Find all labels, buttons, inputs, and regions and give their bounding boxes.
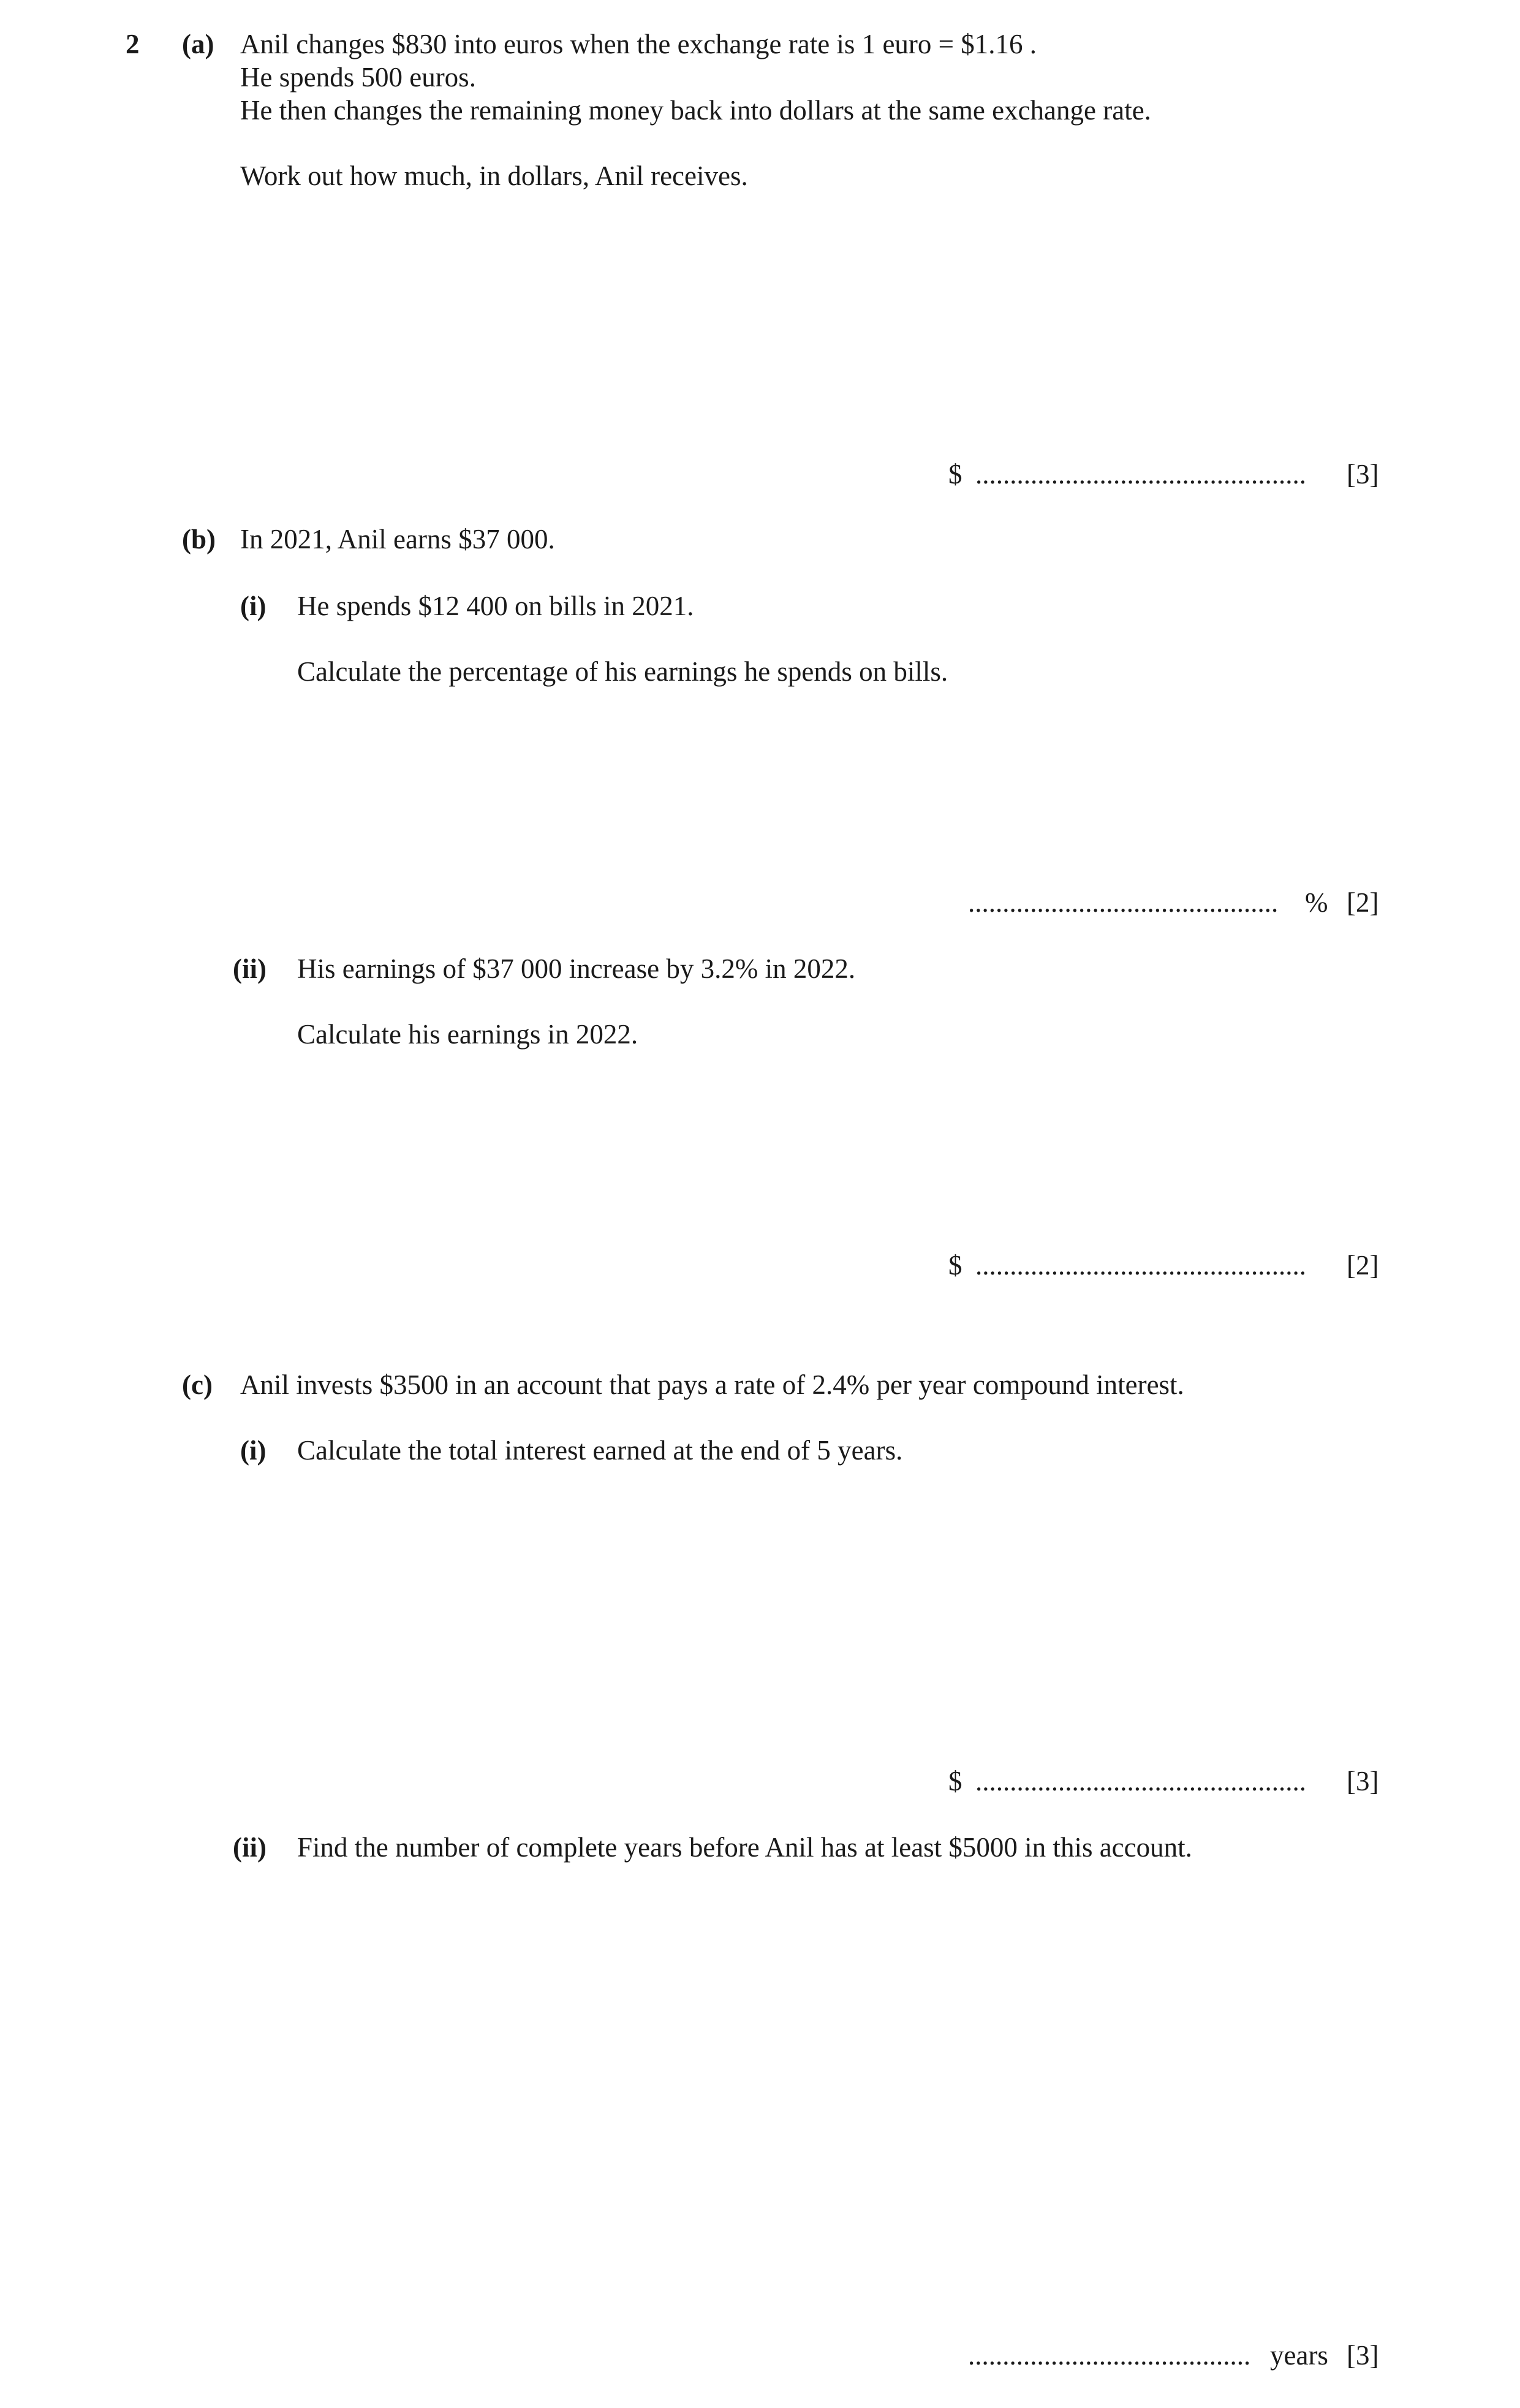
marks-label: [3]: [1347, 1766, 1379, 1797]
part-c-i-text: Calculate the total interest earned at the end of 5 years.: [297, 1435, 903, 1466]
part-b-i-text: He spends $12 400 on bills in 2021.: [297, 591, 694, 621]
part-c-ii-text: Find the number of complete years before Anil has at least $5000 in this account.: [297, 1832, 1192, 1863]
years-unit: years: [1270, 2340, 1328, 2371]
part-b-ii-instruction: Calculate his earnings in 2022.: [297, 1019, 638, 1050]
part-a-line-2: He spends 500 euros.: [240, 62, 476, 93]
part-c-intro: Anil invests $3500 in an account that pays a rate of 2.4% per year compound interest.: [240, 1369, 1184, 1400]
part-a-line-3: He then changes the remaining money back into dollars at the same exchange rate.: [240, 95, 1151, 126]
part-b-ii-text: His earnings of $37 000 increase by 3.2% in 2022.: [297, 953, 856, 984]
part-a-label: (a): [182, 29, 214, 59]
part-a-instruction: Work out how much, in dollars, Anil receives.: [240, 161, 748, 191]
part-c-ii-label: (ii): [233, 1832, 267, 1863]
marks-label: [2]: [1347, 1250, 1379, 1281]
part-b-intro: In 2021, Anil earns $37 000.: [240, 524, 555, 555]
answer-dots: .........................................: [968, 2340, 1251, 2371]
percent-sign: %: [1305, 887, 1328, 918]
answer-dots: ................................................: [975, 459, 1306, 490]
answer-dots: .............................................: [968, 887, 1279, 918]
question-number: 2: [126, 29, 140, 59]
marks-label: [2]: [1347, 887, 1379, 918]
part-c-label: (c): [182, 1369, 213, 1400]
marks-label: [3]: [1347, 459, 1379, 490]
part-b-ii-label: (ii): [233, 953, 267, 984]
part-b-i-label: (i): [240, 591, 267, 621]
part-b-i-instruction: Calculate the percentage of his earnings he spends on bills.: [297, 656, 948, 687]
part-b-label: (b): [182, 524, 216, 555]
dollar-sign: $: [948, 459, 962, 490]
part-c-i-label: (i): [240, 1435, 267, 1466]
part-a-line-1: Anil changes $830 into euros when the exchange rate is 1 euro = $1.16 .: [240, 29, 1037, 59]
marks-label: [3]: [1347, 2340, 1379, 2371]
answer-dots: ................................................: [975, 1250, 1306, 1281]
dollar-sign: $: [948, 1250, 962, 1281]
answer-dots: ................................................: [975, 1766, 1306, 1797]
dollar-sign: $: [948, 1766, 962, 1797]
